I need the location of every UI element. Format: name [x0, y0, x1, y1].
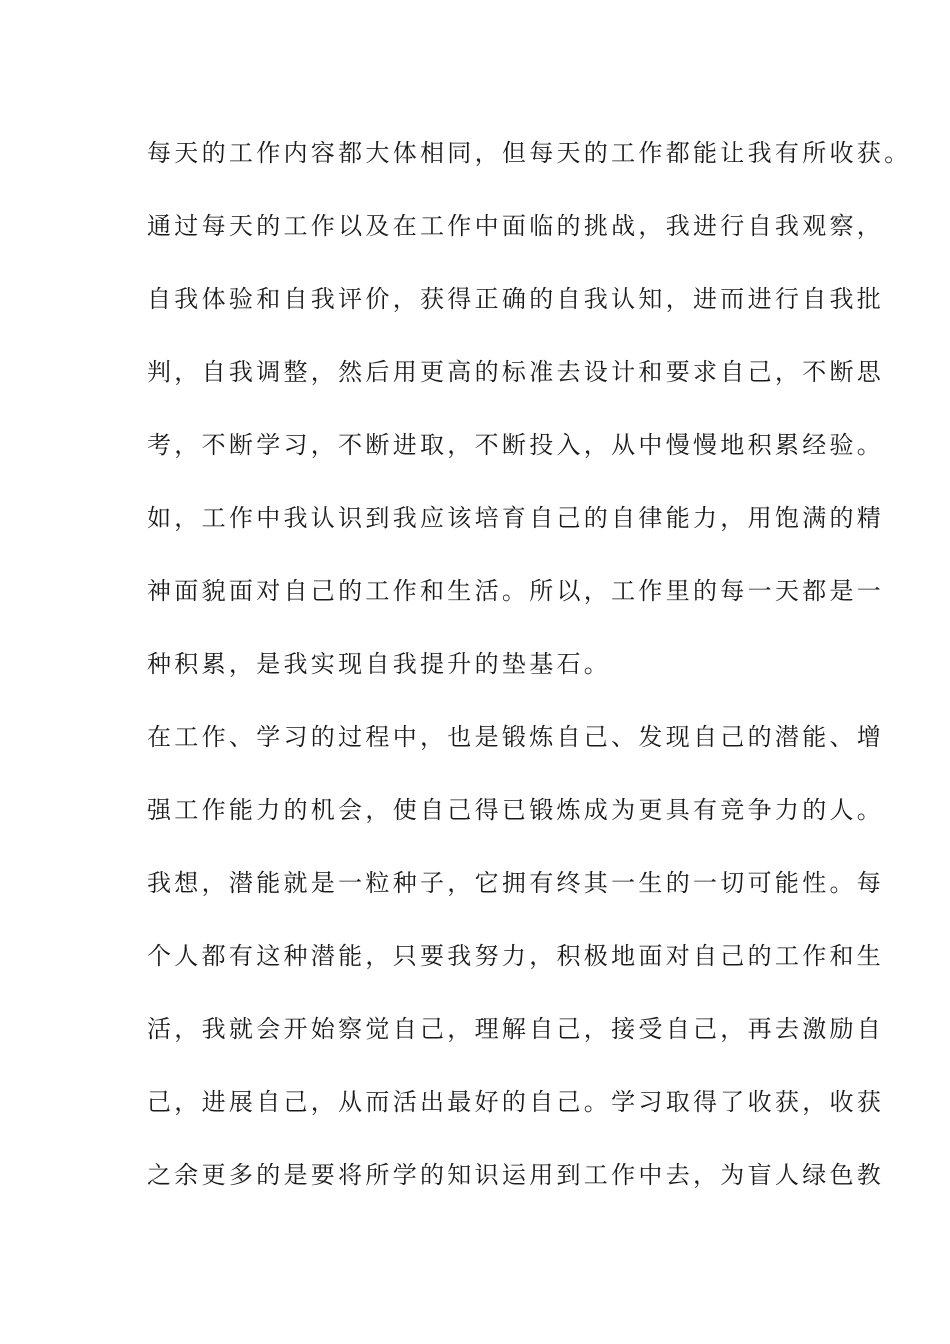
text-line: 在工作、学习的过程中，也是锻炼自己、发现自己的潜能、增 [147, 723, 885, 751]
text-line: 每天的工作内容都大体相同，但每天的工作都能让我有所收获。 [147, 139, 912, 167]
text-line: 如，工作中我认识到我应该培育自己的自律能力，用饱满的精 [147, 504, 885, 532]
text-line: 活，我就会开始察觉自己，理解自己，接受自己，再去激励自 [147, 1015, 885, 1043]
text-line: 神面貌面对自己的工作和生活。所以，工作里的每一天都是一 [147, 577, 885, 605]
text-line: 自我体验和自我评价，获得正确的自我认知，进而进行自我批 [147, 285, 885, 313]
text-line: 强工作能力的机会，使自己得已锻炼成为更具有竞争力的人。 [147, 796, 885, 824]
text-line: 通过每天的工作以及在工作中面临的挑战，我进行自我观察， [147, 212, 885, 240]
text-line: 判，自我调整，然后用更高的标准去设计和要求自己，不断思 [147, 358, 885, 386]
text-line: 个人都有这种潜能，只要我努力，积极地面对自己的工作和生 [147, 942, 885, 970]
body-text [147, 130, 912, 1225]
text-line: 考，不断学习，不断进取，不断投入，从中慢慢地积累经验。 [147, 431, 885, 459]
text-line: 我想，潜能就是一粒种子，它拥有终其一生的一切可能性。每 [147, 869, 885, 897]
text-line: 之余更多的是要将所学的知识运用到工作中去，为盲人绿色教 [147, 1161, 885, 1189]
text-line: 己，进展自己，从而活出最好的自己。学习取得了收获，收获 [147, 1088, 885, 1116]
text-line: 种积累，是我实现自我提升的垫基石。 [147, 650, 612, 678]
